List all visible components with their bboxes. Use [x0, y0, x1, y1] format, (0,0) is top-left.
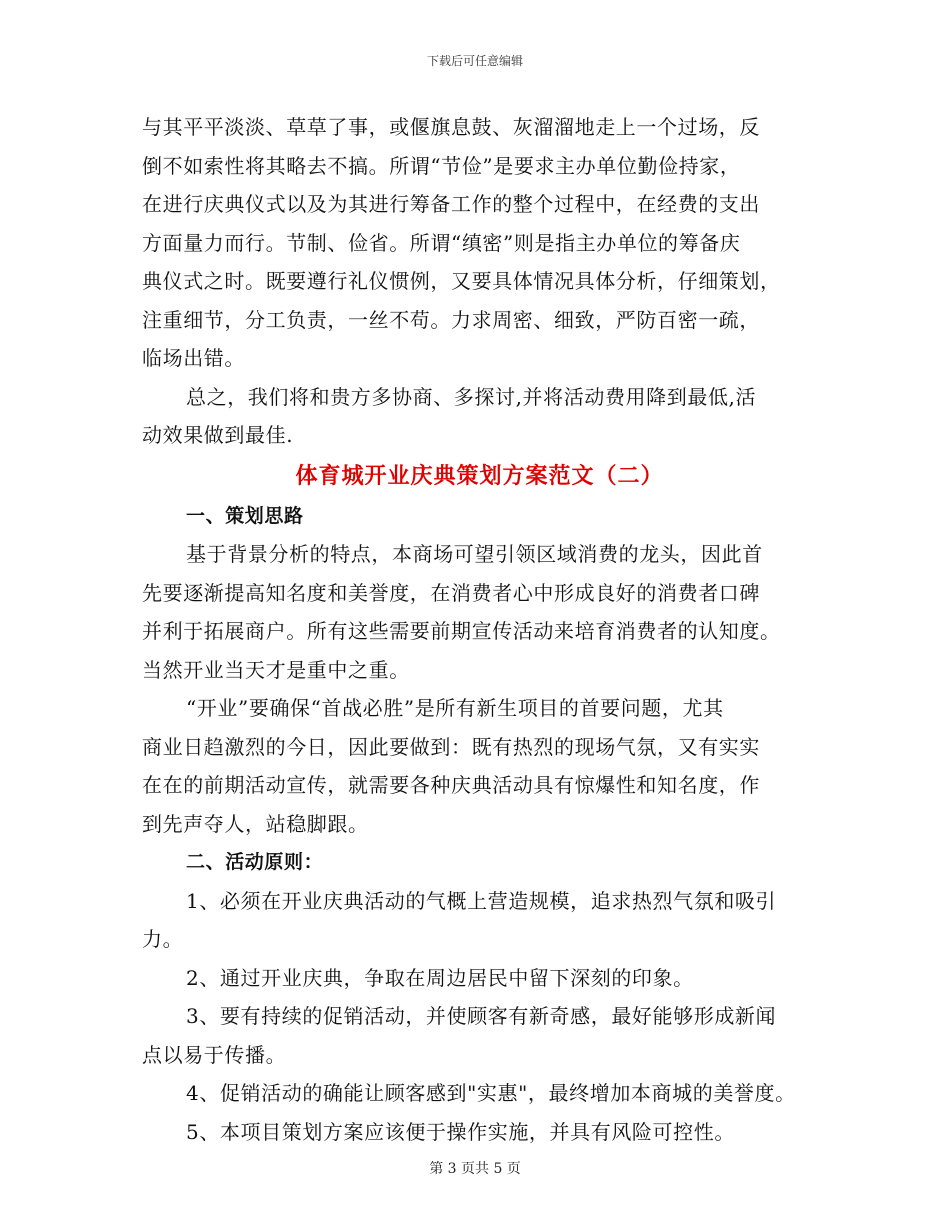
page-header: 下载后可任意编辑	[426, 54, 523, 68]
paragraph-line: 先要逐渐提高知名度和美誉度，在消费者心中形成良好的消费者口碑	[142, 580, 760, 605]
paragraph-line: 并利于拓展商户。所有这些需要前期宣传活动来培育消费者的认知度。	[142, 619, 781, 643]
paragraph-line: 动效果做到最佳.	[142, 423, 294, 447]
paragraph-line: 与其平平淡淡、草草了事，或偃旗息鼓、灰溜溜地走上一个过场，反	[142, 115, 760, 139]
paragraph-line: 在进行庆典仪式以及为其进行筹备工作的整个过程中，在经费的支出	[142, 192, 760, 216]
list-item: 3、要有持续的促销活动，并使顾客有新奇感，最好能够形成新闻	[186, 1004, 777, 1028]
section-title: 体育城开业庆典策划方案范文（二）	[295, 462, 664, 489]
document-body	[142, 108, 817, 1151]
section-heading: 二、活动原则：	[186, 851, 324, 873]
list-item: 4、促销活动的确能让顾客感到"实惠"，最终增加本商城的美誉度。	[186, 1081, 796, 1105]
paragraph-line: 基于背景分析的特点，本商场可望引领区域消费的龙头，因此首	[186, 542, 763, 566]
paragraph-line: 临场出错。	[142, 346, 245, 370]
section-heading: 一、策划思路	[186, 504, 304, 527]
page-footer: 第 3 页共 5 页	[429, 1161, 521, 1177]
paragraph-line: 倒不如索性将其略去不搞。所谓“节俭”是要求主办单位勤俭持家，	[142, 153, 741, 178]
paragraph-line: 注重细节，分工负责，一丝不苟。力求周密、细致，严防百密一疏，	[142, 307, 760, 332]
paragraph-line: 到先声夺人，站稳脚跟。	[142, 811, 369, 836]
list-item-continuation: 点以易于传播。	[142, 1042, 287, 1067]
paragraph-line: 方面量力而行。节制、俭省。所谓“缜密”则是指主办单位的筹备庆	[142, 230, 741, 255]
list-item: 2、通过开业庆典，争取在周边居民中留下深刻的印象。	[186, 965, 694, 990]
list-item-continuation: 力。	[142, 927, 184, 951]
paragraph-line: 在在的前期活动宣传，就需要各种庆典活动具有惊爆性和知名度，作	[142, 773, 760, 797]
paragraph-line: 当然开业当天才是重中之重。	[142, 657, 410, 682]
paragraph-line: “开业”要确保“首战必胜”是所有新生项目的首要问题，尤其	[186, 696, 724, 720]
list-item: 5、本项目策划方案应该便于操作实施，并具有风险可控性。	[186, 1119, 735, 1144]
paragraph-line: 典仪式之时。既要遵行礼仪惯例，又要具体情况具体分析，仔细策划，	[142, 269, 781, 293]
list-item: 1、必须在开业庆典活动的气概上营造规模，追求热烈气氛和吸引	[186, 888, 777, 913]
paragraph-line: 商业日趋激烈的今日，因此要做到：既有热烈的现场气氛，又有实实	[142, 734, 760, 759]
paragraph-line: 总之，我们将和贵方多协商、多探讨,并将活动费用降到最低,活	[186, 384, 757, 409]
